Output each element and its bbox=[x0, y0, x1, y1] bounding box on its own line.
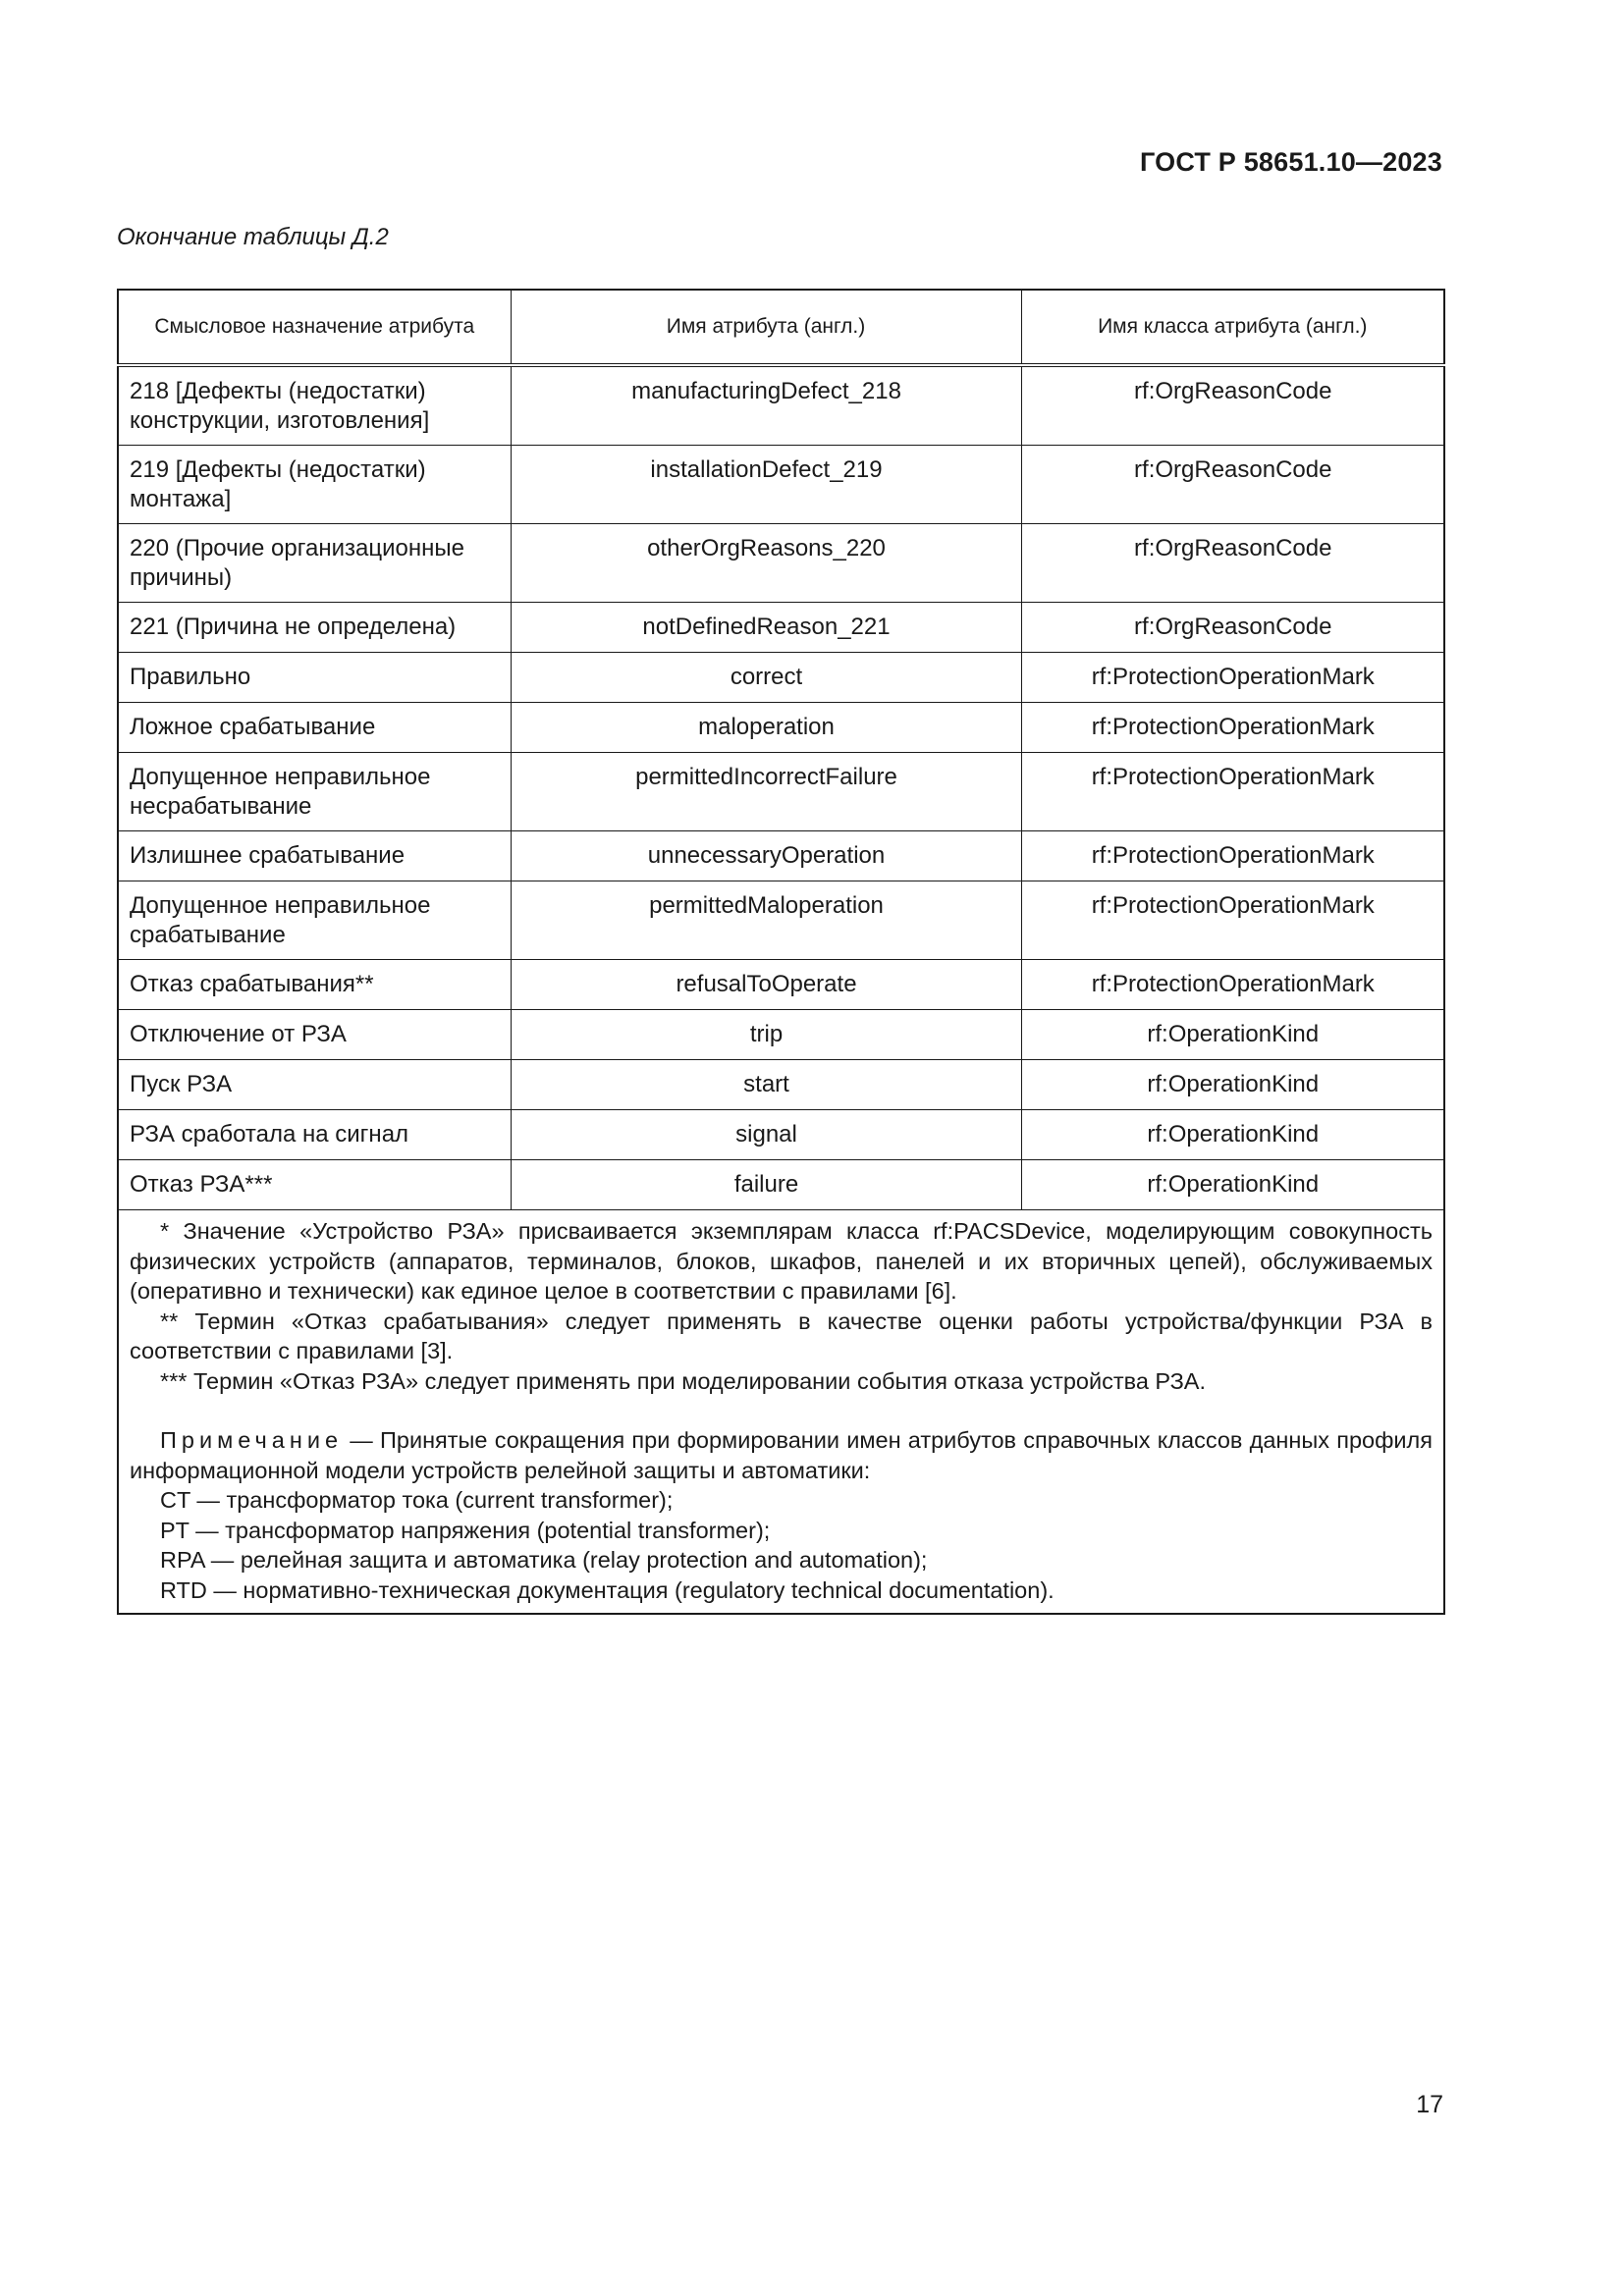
standard-code: ГОСТ Р 58651.10—2023 bbox=[1140, 147, 1442, 177]
cell-attribute-name: trip bbox=[511, 1010, 1021, 1060]
cell-attribute-name: unnecessaryOperation bbox=[511, 831, 1021, 881]
cell-attribute-name: permittedIncorrectFailure bbox=[511, 753, 1021, 831]
cell-attribute-class: rf:ProtectionOperationMark bbox=[1021, 703, 1444, 753]
cell-meaning: Пуск РЗА bbox=[118, 1060, 511, 1110]
table-row bbox=[118, 365, 1444, 446]
note-paragraph bbox=[130, 1425, 1433, 1485]
cell-meaning: 220 (Прочие организационные причины) bbox=[118, 524, 511, 603]
cell-attribute-name: refusalToOperate bbox=[511, 960, 1021, 1010]
cell-meaning: РЗА сработала на сигнал bbox=[118, 1110, 511, 1160]
abbreviation-item: RPA — релейная защита и автоматика (relay protection and automation); bbox=[160, 1547, 928, 1573]
cell-meaning: Допущенное неправильное несрабатывание bbox=[118, 753, 511, 831]
cell-meaning: Отключение от РЗА bbox=[118, 1010, 511, 1060]
column-header-attribute-class: Имя класса атрибута (англ.) bbox=[1021, 290, 1444, 365]
cell-attribute-name: permittedMaloperation bbox=[511, 881, 1021, 960]
cell-attribute-class: rf:ProtectionOperationMark bbox=[1021, 653, 1444, 703]
table-row bbox=[118, 831, 1444, 881]
abbreviation-item: CT — трансформатор тока (current transformer); bbox=[160, 1487, 674, 1513]
cell-attribute-class: rf:OrgReasonCode bbox=[1021, 603, 1444, 653]
note-label: Примечание bbox=[160, 1427, 344, 1453]
note-text: — Принятые сокращения при формировании имен атрибутов справочных классов данных профиля информационной модели устройств релейной защиты и автоматики: bbox=[130, 1427, 1433, 1483]
cell-attribute-name: manufacturingDefect_218 bbox=[511, 365, 1021, 446]
table-row bbox=[118, 881, 1444, 960]
cell-meaning: Отказ РЗА*** bbox=[118, 1160, 511, 1210]
table-caption: Окончание таблицы Д.2 bbox=[117, 224, 389, 250]
table-row bbox=[118, 1160, 1444, 1210]
cell-meaning: Допущенное неправильное срабатывание bbox=[118, 881, 511, 960]
notes-cell bbox=[118, 1210, 1444, 1615]
table-row bbox=[118, 1110, 1444, 1160]
column-header-meaning: Смысловое назначение атрибута bbox=[118, 290, 511, 365]
footnote-refusal: ** Термин «Отказ срабатывания» следует применять в качестве оценки работы устройства/функции РЗА в соответствии с правилами [3]. bbox=[130, 1308, 1433, 1363]
table-row bbox=[118, 446, 1444, 524]
cell-attribute-class: rf:OrgReasonCode bbox=[1021, 446, 1444, 524]
cell-attribute-class: rf:OperationKind bbox=[1021, 1010, 1444, 1060]
table-row bbox=[118, 753, 1444, 831]
cell-attribute-class: rf:OperationKind bbox=[1021, 1160, 1444, 1210]
table-row bbox=[118, 653, 1444, 703]
table-row bbox=[118, 1060, 1444, 1110]
notes-spacer bbox=[130, 1396, 1433, 1425]
cell-attribute-class: rf:OrgReasonCode bbox=[1021, 365, 1444, 446]
table-row bbox=[118, 1010, 1444, 1060]
cell-meaning: Излишнее срабатывание bbox=[118, 831, 511, 881]
cell-attribute-class: rf:OperationKind bbox=[1021, 1060, 1444, 1110]
cell-attribute-name: correct bbox=[511, 653, 1021, 703]
table-row bbox=[118, 524, 1444, 603]
table-header-row bbox=[118, 290, 1444, 365]
cell-meaning: Ложное срабатывание bbox=[118, 703, 511, 753]
cell-meaning: 221 (Причина не определена) bbox=[118, 603, 511, 653]
footnote-failure: *** Термин «Отказ РЗА» следует применять при моделировании события отказа устройства РЗА. bbox=[160, 1367, 1206, 1394]
column-header-attribute-name: Имя атрибута (англ.) bbox=[511, 290, 1021, 365]
cell-attribute-name: failure bbox=[511, 1160, 1021, 1210]
cell-attribute-class: rf:ProtectionOperationMark bbox=[1021, 753, 1444, 831]
cell-attribute-name: otherOrgReasons_220 bbox=[511, 524, 1021, 603]
cell-attribute-name: maloperation bbox=[511, 703, 1021, 753]
cell-attribute-class: rf:ProtectionOperationMark bbox=[1021, 881, 1444, 960]
cell-attribute-name: installationDefect_219 bbox=[511, 446, 1021, 524]
cell-attribute-class: rf:ProtectionOperationMark bbox=[1021, 960, 1444, 1010]
footnote-device: * Значение «Устройство РЗА» присваивается экземплярам класса rf:PACSDevice, моделирующим совокупность физических устройств (аппаратов, терминалов, блоков, шкафов, панелей и их вторичных цепей), обслуживаемых (оперативно и технически) как единое целое в соответствии с правилами [6]. bbox=[130, 1218, 1433, 1304]
cell-attribute-name: notDefinedReason_221 bbox=[511, 603, 1021, 653]
cell-meaning: 218 [Дефекты (недостатки) конструкции, изготовления] bbox=[118, 365, 511, 446]
cell-attribute-name: signal bbox=[511, 1110, 1021, 1160]
cell-meaning: Правильно bbox=[118, 653, 511, 703]
attributes-table bbox=[117, 289, 1445, 1615]
cell-attribute-class: rf:OrgReasonCode bbox=[1021, 524, 1444, 603]
table-row bbox=[118, 603, 1444, 653]
abbreviation-item: RTD — нормативно-техническая документация (regulatory technical documentation). bbox=[160, 1576, 1055, 1603]
table-row bbox=[118, 703, 1444, 753]
notes-row bbox=[118, 1210, 1444, 1615]
cell-attribute-class: rf:ProtectionOperationMark bbox=[1021, 831, 1444, 881]
cell-meaning: Отказ срабатывания** bbox=[118, 960, 511, 1010]
abbreviation-item: PT — трансформатор напряжения (potential transformer); bbox=[160, 1517, 771, 1543]
cell-attribute-class: rf:OperationKind bbox=[1021, 1110, 1444, 1160]
table-row bbox=[118, 960, 1444, 1010]
cell-meaning: 219 [Дефекты (недостатки) монтажа] bbox=[118, 446, 511, 524]
page-number: 17 bbox=[1416, 2091, 1443, 2118]
cell-attribute-name: start bbox=[511, 1060, 1021, 1110]
